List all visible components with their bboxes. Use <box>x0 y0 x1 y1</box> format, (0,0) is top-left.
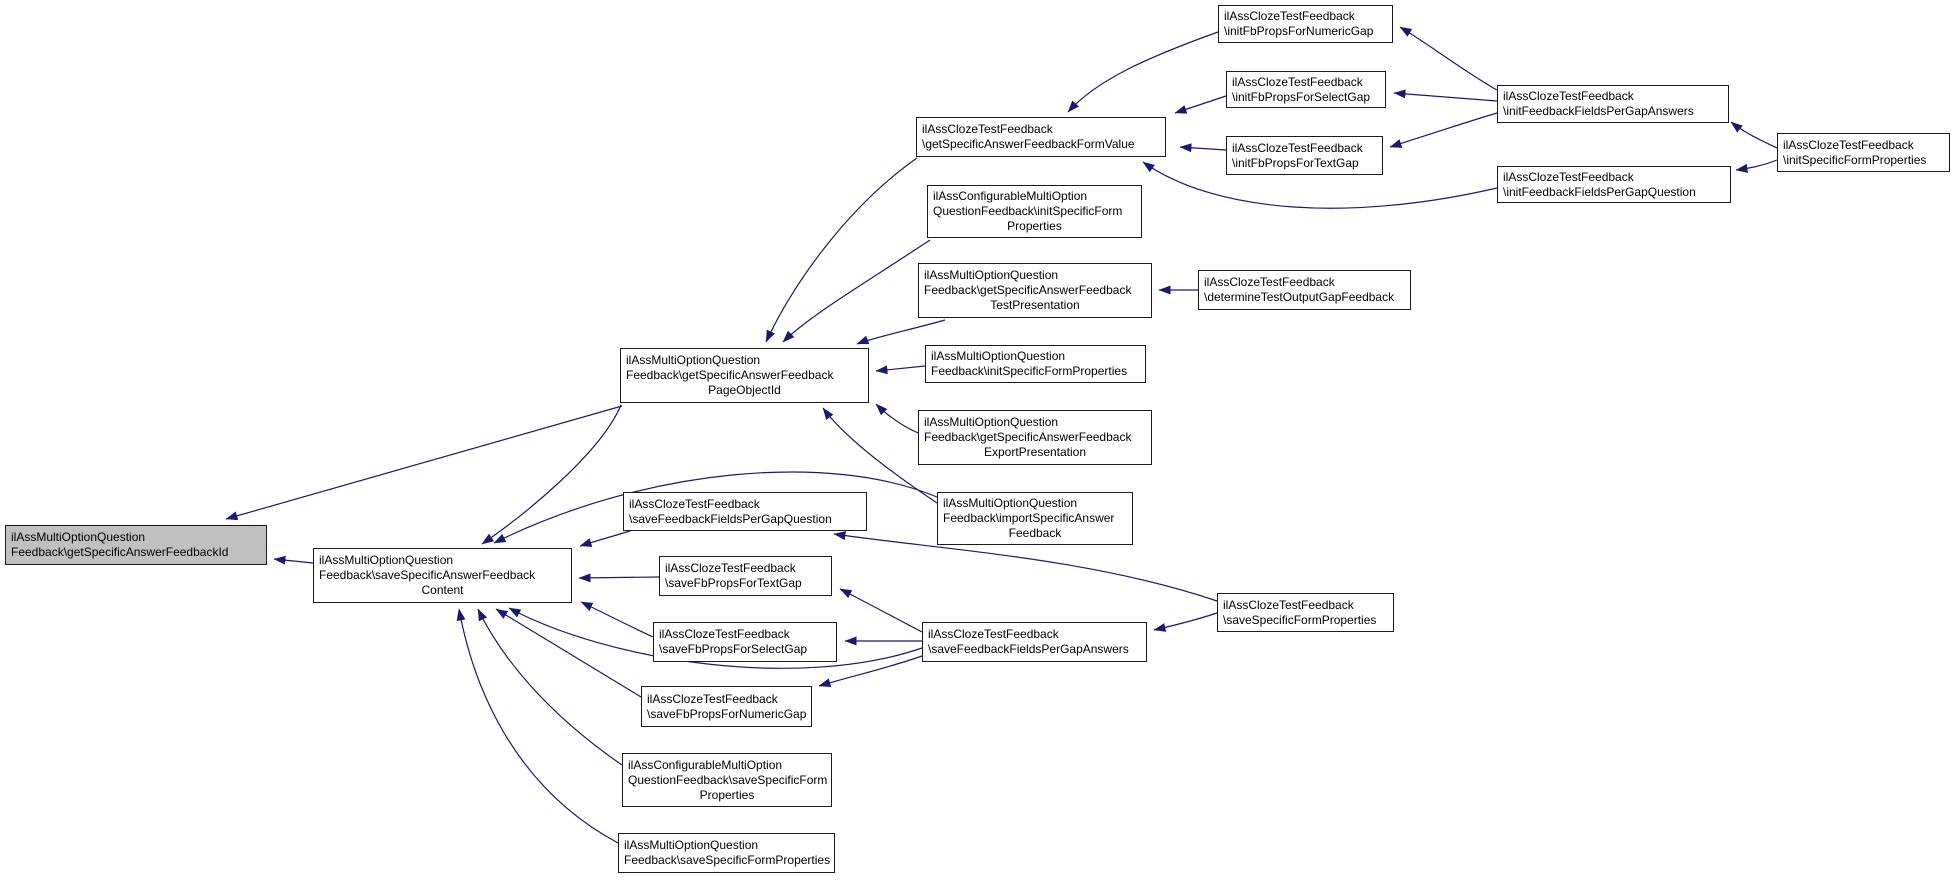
graph-node-label-line: \initFbPropsForTextGap <box>1232 155 1359 170</box>
graph-node-label-line: \saveFeedbackFieldsPerGapAnswers <box>928 642 1129 656</box>
graph-node-label-line: Feedback\initSpecificFormProperties <box>931 364 1128 378</box>
edge-save-fb-props-for-text-gap-to-save-specific-answer-feedback-content <box>579 577 659 578</box>
edge-init-feedback-fields-per-gap-answers-to-init-fb-props-for-text-gap <box>1390 113 1497 147</box>
graph-node-label-line: \getSpecificAnswerFeedbackFormValue <box>922 137 1135 151</box>
edge-save-feedback-fields-per-gap-question-to-save-specific-answer-feedback-content <box>580 531 630 546</box>
edge-save-feedback-fields-per-gap-answers-to-save-fb-props-for-text-gap <box>840 589 922 632</box>
graph-node-label-line: Properties <box>1007 219 1062 233</box>
graph-node-save-specific-answer-feedback-content[interactable] <box>313 548 572 603</box>
graph-node-get-specific-answer-feedback-test-presentation[interactable] <box>918 263 1152 318</box>
graph-node-label-line: PageObjectId <box>708 383 781 397</box>
graph-node-label-line: QuestionFeedback\initSpecificForm <box>933 204 1123 218</box>
edge-init-fb-props-for-text-gap-to-get-specific-answer-feedback-form-value <box>1180 147 1226 150</box>
graph-node-save-specific-form-properties-multi-option[interactable] <box>618 833 835 873</box>
graph-node-label-line: \saveFbPropsForNumericGap <box>647 706 807 721</box>
edge-init-specific-form-properties-cloze-to-init-feedback-fields-per-gap-question <box>1736 160 1777 170</box>
graph-node-save-fb-props-for-numeric-gap[interactable] <box>641 686 812 727</box>
edge-save-specific-form-properties-configurable-to-save-specific-answer-feedback-content <box>478 609 622 765</box>
graph-node-get-specific-answer-feedback-form-value[interactable] <box>916 117 1166 157</box>
graph-node-label-line: TestPresentation <box>990 298 1080 312</box>
graph-node-label-line: Feedback\importSpecificAnswer <box>943 511 1115 525</box>
edge-init-specific-form-properties-multi-option-to-get-specific-answer-feedback-page-object-id <box>876 366 925 371</box>
graph-node-label-line: ilAssClozeTestFeedback <box>647 691 778 706</box>
graph-node-label-line: ilAssClozeTestFeedback <box>1223 597 1354 612</box>
graph-node-label-line: ilAssMultiOptionQuestion <box>11 530 146 544</box>
graph-node-get-specific-answer-feedback-export-presentation[interactable] <box>918 410 1152 465</box>
graph-node-init-specific-form-properties-cloze[interactable] <box>1777 133 1950 172</box>
edge-init-fb-props-for-select-gap-to-get-specific-answer-feedback-form-value <box>1175 96 1226 113</box>
graph-node-label-line: ilAssMultiOptionQuestion <box>626 353 761 367</box>
graph-node-import-specific-answer-feedback[interactable] <box>937 492 1133 545</box>
graph-node-label-line: \initFeedbackFieldsPerGapAnswers <box>1503 104 1694 118</box>
graph-node-label-line: \saveFbPropsForSelectGap <box>659 642 808 656</box>
graph-node-init-feedback-fields-per-gap-question[interactable] <box>1497 166 1731 203</box>
graph-node-label-line: Feedback\getSpecificAnswerFeedback <box>626 368 834 382</box>
graph-node-label-line: Content <box>421 583 464 597</box>
graph-node-label-line: \initFeedbackFieldsPerGapQuestion <box>1503 184 1696 199</box>
graph-node-label-line: ilAssMultiOptionQuestion <box>924 268 1059 282</box>
graph-node-label-line: Feedback\saveSpecificFormProperties <box>624 853 831 867</box>
graph-node-label-line: QuestionFeedback\saveSpecificForm <box>628 772 828 787</box>
graph-node-save-specific-form-properties-configurable[interactable] <box>622 753 832 807</box>
graph-node-save-feedback-fields-per-gap-question[interactable] <box>623 492 867 531</box>
graph-node-label-line: \determineTestOutputGapFeedback <box>1204 290 1395 304</box>
graph-node-label-line: ilAssClozeTestFeedback <box>1204 275 1335 289</box>
graph-node-label-line: Feedback <box>1008 526 1062 540</box>
graph-node-get-specific-answer-feedback-page-object-id[interactable] <box>620 348 869 403</box>
graph-node-get-specific-answer-feedback-id[interactable] <box>5 525 267 565</box>
graph-node-label-line: ilAssClozeTestFeedback <box>629 496 760 511</box>
edge-init-fb-props-for-numeric-gap-to-get-specific-answer-feedback-form-value <box>1068 32 1218 112</box>
graph-node-init-fb-props-for-text-gap[interactable] <box>1226 136 1383 175</box>
graph-node-label-line: \initFbPropsForSelectGap <box>1232 89 1371 104</box>
graph-node-label-line: ilAssMultiOptionQuestion <box>624 838 759 852</box>
graph-node-save-feedback-fields-per-gap-answers[interactable] <box>922 622 1147 662</box>
graph-node-label-line: ilAssClozeTestFeedback <box>1232 74 1363 89</box>
edge-get-specific-answer-feedback-form-value-to-get-specific-answer-feedback-page-object-id <box>766 158 917 342</box>
graph-node-label-line: ilAssClozeTestFeedback <box>1232 140 1363 155</box>
graph-node-label-line: Feedback\getSpecificAnswerFeedbackId <box>11 545 229 559</box>
graph-node-label-line: ilAssClozeTestFeedback <box>928 627 1059 641</box>
graph-node-label-line: ilAssMultiOptionQuestion <box>943 496 1078 510</box>
edge-get-specific-answer-feedback-page-object-id-to-get-specific-answer-feedback-id <box>226 406 622 519</box>
graph-node-label-line: Feedback\getSpecificAnswerFeedback <box>924 430 1132 444</box>
graph-node-label-line: ilAssMultiOptionQuestion <box>319 553 454 567</box>
edge-save-specific-form-properties-cloze-to-save-feedback-fields-per-gap-answers <box>1154 613 1217 630</box>
graph-node-label-line: ilAssClozeTestFeedback <box>659 627 790 641</box>
edge-init-specific-form-properties-configurable-to-get-specific-answer-feedback-page-object-id <box>783 240 930 342</box>
graph-node-label-line: ilAssClozeTestFeedback <box>1503 89 1634 103</box>
graph-node-save-fb-props-for-text-gap[interactable] <box>659 556 832 596</box>
edge-save-fb-props-for-select-gap-to-save-specific-answer-feedback-content <box>581 602 653 637</box>
edge-save-specific-form-properties-multi-option-to-save-specific-answer-feedback-content <box>459 609 618 843</box>
edge-init-feedback-fields-per-gap-answers-to-init-fb-props-for-select-gap <box>1394 93 1497 101</box>
graph-node-label-line: ilAssConfigurableMultiOption <box>628 757 783 772</box>
edge-save-fb-props-for-numeric-gap-to-save-specific-answer-feedback-content <box>496 609 641 697</box>
edge-save-specific-answer-feedback-content-to-get-specific-answer-feedback-id <box>274 559 313 563</box>
graph-node-label-line: \initFbPropsForNumericGap <box>1224 24 1374 38</box>
graph-node-label-line: ilAssMultiOptionQuestion <box>924 415 1059 429</box>
graph-node-init-fb-props-for-select-gap[interactable] <box>1226 71 1386 108</box>
graph-node-label-line: \saveFeedbackFieldsPerGapQuestion <box>629 511 832 526</box>
graph-node-init-fb-props-for-numeric-gap[interactable] <box>1218 5 1393 43</box>
graph-node-save-specific-form-properties-cloze[interactable] <box>1217 593 1394 632</box>
graph-node-label-line: \saveSpecificFormProperties <box>1223 612 1377 627</box>
graph-node-determine-test-output-gap-feedback[interactable] <box>1198 270 1411 310</box>
edge-init-specific-form-properties-cloze-to-init-feedback-fields-per-gap-answers <box>1731 122 1777 148</box>
edge-get-specific-answer-feedback-test-presentation-to-get-specific-answer-feedback-page-object-id <box>857 320 945 344</box>
graph-node-label-line: \initSpecificFormProperties <box>1783 152 1927 167</box>
graph-node-label-line: ilAssClozeTestFeedback <box>1783 137 1914 152</box>
graph-node-label-line: ilAssClozeTestFeedback <box>922 122 1053 136</box>
graph-node-label-line: ilAssConfigurableMultiOption <box>933 189 1088 203</box>
graph-node-label-line: ilAssMultiOptionQuestion <box>931 349 1066 363</box>
edge-get-specific-answer-feedback-export-presentation-to-get-specific-answer-feedback-page-object-id <box>876 404 918 433</box>
graph-node-label-line: Properties <box>699 787 755 802</box>
graph-node-init-feedback-fields-per-gap-answers[interactable] <box>1497 85 1729 123</box>
graph-node-label-line: ilAssClozeTestFeedback <box>1503 169 1634 184</box>
graph-node-label-line: ilAssClozeTestFeedback <box>665 561 796 575</box>
graph-node-label-line: ExportPresentation <box>983 445 1087 459</box>
graph-node-init-specific-form-properties-multi-option[interactable] <box>925 345 1146 383</box>
graph-node-label-line: \saveFbPropsForTextGap <box>665 576 802 590</box>
graph-node-label-line: Feedback\getSpecificAnswerFeedback <box>924 283 1132 297</box>
graph-node-label-line: Feedback\saveSpecificAnswerFeedback <box>319 568 536 582</box>
graph-node-init-specific-form-properties-configurable[interactable] <box>927 185 1142 238</box>
graph-node-label-line: ilAssClozeTestFeedback <box>1224 9 1355 23</box>
edge-init-feedback-fields-per-gap-answers-to-init-fb-props-for-numeric-gap <box>1400 27 1497 90</box>
graph-node-save-fb-props-for-select-gap[interactable] <box>653 622 837 662</box>
